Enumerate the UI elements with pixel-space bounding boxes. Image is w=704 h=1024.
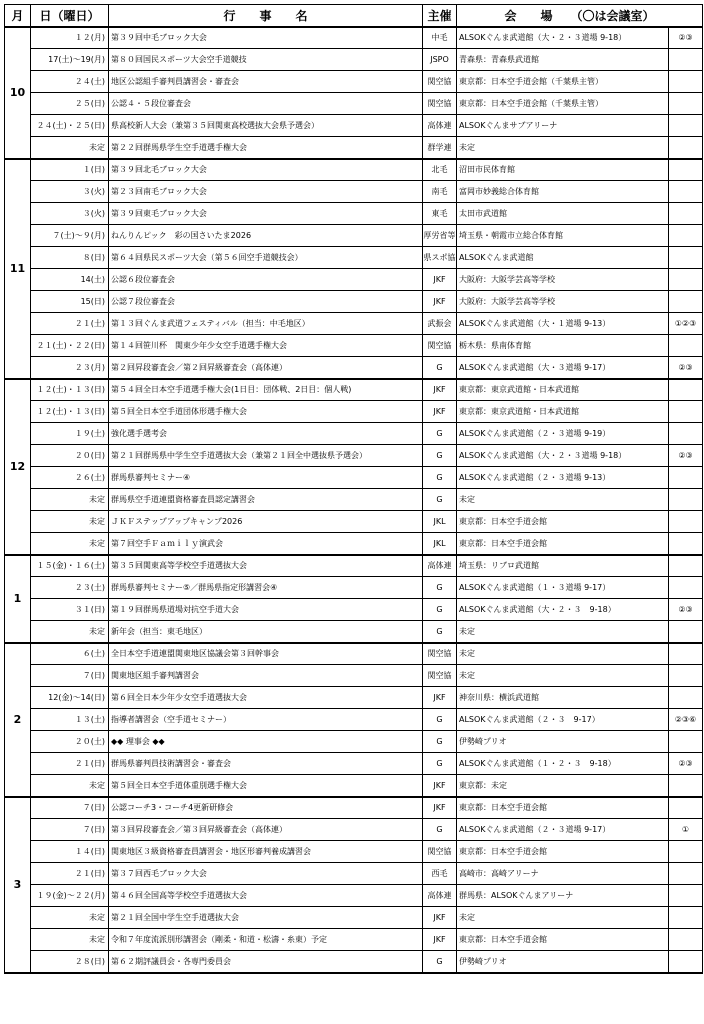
date-cell: ２８(日)	[31, 951, 109, 973]
room-cell: ②③	[669, 445, 703, 467]
table-row	[5, 203, 703, 225]
room-cell	[669, 863, 703, 885]
event-cell: 指導者講習会（空手道セミナー）	[109, 709, 423, 731]
venue-cell: 栃木県：県南体育館	[457, 335, 669, 357]
month-cell: 12	[5, 379, 31, 555]
table-row	[5, 599, 703, 621]
table-row	[5, 819, 703, 841]
venue-cell: 高崎市：高崎アリーナ	[457, 863, 669, 885]
organizer-cell: JKF	[423, 269, 457, 291]
schedule-body	[5, 27, 703, 973]
table-row	[5, 423, 703, 445]
table-row	[5, 379, 703, 401]
organizer-cell: 関空協	[423, 71, 457, 93]
table-row	[5, 863, 703, 885]
table-row	[5, 115, 703, 137]
room-cell	[669, 621, 703, 643]
event-cell: 第３９回東毛ブロック大会	[109, 203, 423, 225]
room-cell	[669, 577, 703, 599]
organizer-cell: 関空協	[423, 93, 457, 115]
venue-cell: 東京都：日本空手道会館	[457, 797, 669, 819]
room-cell	[669, 401, 703, 423]
date-cell: ２３(土)	[31, 577, 109, 599]
date-cell: ２１(土)	[31, 313, 109, 335]
date-cell: １３(土)	[31, 709, 109, 731]
table-row	[5, 269, 703, 291]
event-cell: 第６２期評議員会・各専門委員会	[109, 951, 423, 973]
room-cell	[669, 247, 703, 269]
event-cell: 公認６段位審査会	[109, 269, 423, 291]
room-cell	[669, 93, 703, 115]
organizer-cell: 高体連	[423, 885, 457, 907]
header-month: 月	[5, 5, 31, 27]
event-cell: 令和７年度流派別形講習会（剛柔・和道・松濤・糸東）予定	[109, 929, 423, 951]
event-cell: 第２回昇段審査会／第２回昇級審査会（高体連）	[109, 357, 423, 379]
organizer-cell: JKF	[423, 401, 457, 423]
venue-cell: 東京都：日本空手道会館	[457, 511, 669, 533]
room-cell	[669, 951, 703, 973]
event-cell: 第１４回笹川杯 関東少年少女空手道選手権大会	[109, 335, 423, 357]
date-cell: ３１(日)	[31, 599, 109, 621]
date-cell: ８(日)	[31, 247, 109, 269]
table-row	[5, 907, 703, 929]
table-row	[5, 181, 703, 203]
table-row	[5, 577, 703, 599]
venue-cell: 群馬県：ALSOKぐんまアリーナ	[457, 885, 669, 907]
month-cell: 2	[5, 643, 31, 797]
date-cell: 17(土)～19(月)	[31, 49, 109, 71]
organizer-cell: JKF	[423, 907, 457, 929]
room-cell	[669, 291, 703, 313]
organizer-cell: 関空協	[423, 841, 457, 863]
event-cell: 第４６回全国高等学校空手道選抜大会	[109, 885, 423, 907]
header-date: 日（曜日）	[31, 5, 109, 27]
organizer-cell: 武振会	[423, 313, 457, 335]
venue-cell: ALSOKぐんま武道館（大・２・３道場 9-18）	[457, 445, 669, 467]
date-cell: １９(土)	[31, 423, 109, 445]
event-cell: 公認コーチ3・コーチ4更新研修会	[109, 797, 423, 819]
organizer-cell: 関空協	[423, 665, 457, 687]
event-cell: 第１９回群馬県道場対抗空手道大会	[109, 599, 423, 621]
date-cell: 12(金)～14(日)	[31, 687, 109, 709]
room-cell	[669, 643, 703, 665]
date-cell: 未定	[31, 137, 109, 159]
room-cell	[669, 423, 703, 445]
venue-cell: 伊勢崎プリオ	[457, 951, 669, 973]
date-cell: 未定	[31, 489, 109, 511]
venue-cell: 東京都：日本空手道会館	[457, 533, 669, 555]
date-cell: １(日)	[31, 159, 109, 181]
date-cell: 15(日)	[31, 291, 109, 313]
organizer-cell: G	[423, 753, 457, 775]
organizer-cell: 関空協	[423, 643, 457, 665]
date-cell: 未定	[31, 775, 109, 797]
event-cell: 県高校新人大会（兼第３５回関東高校選抜大会県予選会）	[109, 115, 423, 137]
table-row	[5, 137, 703, 159]
room-cell	[669, 885, 703, 907]
organizer-cell: G	[423, 709, 457, 731]
table-row	[5, 951, 703, 973]
date-cell: ２１(日)	[31, 753, 109, 775]
date-cell: １２(月)	[31, 27, 109, 49]
table-row	[5, 929, 703, 951]
venue-cell: 太田市武道館	[457, 203, 669, 225]
organizer-cell: JKF	[423, 775, 457, 797]
header-venue: 会 場 （〇は会議室）	[457, 5, 703, 27]
venue-cell: 未定	[457, 137, 669, 159]
event-cell: 第５４回全日本空手道選手権大会(1日目：団体戦、2日目：個人戦)	[109, 379, 423, 401]
table-row	[5, 71, 703, 93]
venue-cell: 大阪府：大阪学芸高等学校	[457, 291, 669, 313]
date-cell: ６(土)	[31, 643, 109, 665]
room-cell: ①	[669, 819, 703, 841]
date-cell: 未定	[31, 929, 109, 951]
table-row	[5, 401, 703, 423]
date-cell: ２４(土)・２５(日)	[31, 115, 109, 137]
room-cell: ②③	[669, 27, 703, 49]
table-row	[5, 159, 703, 181]
room-cell	[669, 687, 703, 709]
date-cell: １５(金)・１６(土)	[31, 555, 109, 577]
date-cell: ３(火)	[31, 203, 109, 225]
event-cell: 第３回昇段審査会／第３回昇級審査会（高体連）	[109, 819, 423, 841]
table-row	[5, 643, 703, 665]
venue-cell: 未定	[457, 621, 669, 643]
date-cell: ７(日)	[31, 665, 109, 687]
organizer-cell: JKL	[423, 533, 457, 555]
organizer-cell: JKF	[423, 797, 457, 819]
venue-cell: ALSOKぐんま武道館（１・３道場 9-17）	[457, 577, 669, 599]
date-cell: ２６(土)	[31, 467, 109, 489]
venue-cell: 青森県：青森県武道館	[457, 49, 669, 71]
venue-cell: 東京都：日本空手道会館（千葉県主管）	[457, 71, 669, 93]
organizer-cell: G	[423, 731, 457, 753]
event-cell: 第５回全日本空手道団体形選手権大会	[109, 401, 423, 423]
room-cell	[669, 115, 703, 137]
date-cell: ２０(土)	[31, 731, 109, 753]
table-row	[5, 225, 703, 247]
date-cell: 未定	[31, 511, 109, 533]
table-row	[5, 885, 703, 907]
date-cell: ２５(日)	[31, 93, 109, 115]
event-cell: 第８０回国民スポーツ大会空手道競技	[109, 49, 423, 71]
venue-cell: 富岡市妙義総合体育館	[457, 181, 669, 203]
organizer-cell: 北毛	[423, 159, 457, 181]
table-row	[5, 621, 703, 643]
event-cell: 全日本空手道連盟関東地区協議会第３回幹事会	[109, 643, 423, 665]
organizer-cell: JKF	[423, 379, 457, 401]
organizer-cell: G	[423, 621, 457, 643]
date-cell: １２(土)・１３(日)	[31, 401, 109, 423]
table-row	[5, 731, 703, 753]
venue-cell: 東京都：東京武道館・日本武道館	[457, 379, 669, 401]
organizer-cell: G	[423, 489, 457, 511]
venue-cell: ALSOKぐんま武道館（１・２・３ 9-18）	[457, 753, 669, 775]
venue-cell: 埼玉県：リブロ武道館	[457, 555, 669, 577]
venue-cell: 沼田市民体育館	[457, 159, 669, 181]
room-cell: ②③	[669, 599, 703, 621]
room-cell	[669, 797, 703, 819]
room-cell	[669, 533, 703, 555]
venue-cell: 神奈川県：横浜武道館	[457, 687, 669, 709]
event-cell: 関東地区組手審判講習会	[109, 665, 423, 687]
event-cell: 公認４・５段位審査会	[109, 93, 423, 115]
event-cell: 第５回全日本空手道体重別選手権大会	[109, 775, 423, 797]
organizer-cell: 西毛	[423, 863, 457, 885]
date-cell: ２１(日)	[31, 863, 109, 885]
organizer-cell: G	[423, 423, 457, 445]
header-event: 行 事 名	[109, 5, 423, 27]
date-cell: ２１(土)・２２(日)	[31, 335, 109, 357]
room-cell	[669, 555, 703, 577]
venue-cell: 未定	[457, 489, 669, 511]
schedule-table	[4, 4, 703, 974]
event-cell: 新年会（担当：東毛地区）	[109, 621, 423, 643]
venue-cell: 東京都：未定	[457, 775, 669, 797]
table-row	[5, 93, 703, 115]
room-cell	[669, 181, 703, 203]
venue-cell: ALSOKぐんま武道館（２・３道場 9-19）	[457, 423, 669, 445]
room-cell	[669, 929, 703, 951]
venue-cell: 未定	[457, 665, 669, 687]
organizer-cell: G	[423, 357, 457, 379]
venue-cell: ALSOKぐんま武道館（大・２・３道場 9-18）	[457, 27, 669, 49]
event-cell: 群馬県空手道連盟資格審査員認定講習会	[109, 489, 423, 511]
venue-cell: ALSOKぐんま武道館（大・１道場 9-13）	[457, 313, 669, 335]
table-row	[5, 445, 703, 467]
venue-cell: ALSOKぐんまサブアリーナ	[457, 115, 669, 137]
room-cell: ①②③	[669, 313, 703, 335]
room-cell	[669, 203, 703, 225]
room-cell	[669, 137, 703, 159]
header-organizer: 主催	[423, 5, 457, 27]
table-row	[5, 533, 703, 555]
organizer-cell: G	[423, 951, 457, 973]
table-row	[5, 467, 703, 489]
venue-cell: 伊勢崎プリオ	[457, 731, 669, 753]
venue-cell: ALSOKぐんま武道館（２・３道場 9-13）	[457, 467, 669, 489]
date-cell: ３(火)	[31, 181, 109, 203]
venue-cell: ALSOKぐんま武道館	[457, 247, 669, 269]
room-cell	[669, 511, 703, 533]
date-cell: 未定	[31, 533, 109, 555]
organizer-cell: 群学連	[423, 137, 457, 159]
table-row	[5, 49, 703, 71]
table-row	[5, 27, 703, 49]
table-row	[5, 797, 703, 819]
date-cell: ７(日)	[31, 819, 109, 841]
table-row	[5, 555, 703, 577]
table-row	[5, 313, 703, 335]
venue-cell: ALSOKぐんま武道館（２・３ 9-17）	[457, 709, 669, 731]
month-cell: 10	[5, 27, 31, 159]
event-cell: 公認７段位審査会	[109, 291, 423, 313]
room-cell	[669, 159, 703, 181]
month-cell: 3	[5, 797, 31, 973]
venue-cell: 東京都：日本空手道会館	[457, 841, 669, 863]
table-row	[5, 687, 703, 709]
event-cell: 第３５回関東高等学校空手道選抜大会	[109, 555, 423, 577]
date-cell: １２(土)・１３(日)	[31, 379, 109, 401]
event-cell: 強化選手選考会	[109, 423, 423, 445]
venue-cell: 東京都：東京武道館・日本武道館	[457, 401, 669, 423]
organizer-cell: JKF	[423, 687, 457, 709]
organizer-cell: 関空協	[423, 335, 457, 357]
room-cell	[669, 907, 703, 929]
event-cell: ねんりんピック 彩の国さいたま2026	[109, 225, 423, 247]
event-cell: 地区公認組手審判員講習会・審査会	[109, 71, 423, 93]
event-cell: 第１３回ぐんま武道フェスティバル（担当：中毛地区）	[109, 313, 423, 335]
venue-cell: 埼玉県・朝霞市立総合体育館	[457, 225, 669, 247]
event-cell: 第２１回群馬県中学生空手道選抜大会（兼第２１回全中選抜県予選会）	[109, 445, 423, 467]
event-cell: 群馬県審判セミナー④	[109, 467, 423, 489]
date-cell: ７(土)～９(月)	[31, 225, 109, 247]
venue-cell: 未定	[457, 907, 669, 929]
organizer-cell: 東毛	[423, 203, 457, 225]
month-cell: 11	[5, 159, 31, 379]
event-cell: 群馬県審判セミナー⑤／群馬県指定形講習会④	[109, 577, 423, 599]
table-row	[5, 247, 703, 269]
table-row	[5, 775, 703, 797]
organizer-cell: 南毛	[423, 181, 457, 203]
room-cell	[669, 225, 703, 247]
room-cell: ②③	[669, 753, 703, 775]
room-cell: ②③⑥	[669, 709, 703, 731]
venue-cell: ALSOKぐんま武道館（大・３道場 9-17）	[457, 357, 669, 379]
room-cell	[669, 269, 703, 291]
table-row	[5, 665, 703, 687]
room-cell	[669, 489, 703, 511]
date-cell: ７(日)	[31, 797, 109, 819]
date-cell: ２４(土)	[31, 71, 109, 93]
event-cell: 第２２回群馬県学生空手道選手権大会	[109, 137, 423, 159]
event-cell: 関東地区３級資格審査員講習会・地区形審判養成講習会	[109, 841, 423, 863]
table-row	[5, 489, 703, 511]
room-cell	[669, 467, 703, 489]
organizer-cell: G	[423, 819, 457, 841]
venue-cell: ALSOKぐんま武道館（２・３道場 9-17）	[457, 819, 669, 841]
room-cell	[669, 49, 703, 71]
table-row	[5, 511, 703, 533]
room-cell	[669, 731, 703, 753]
date-cell: １４(日)	[31, 841, 109, 863]
organizer-cell: G	[423, 467, 457, 489]
date-cell: 未定	[31, 907, 109, 929]
organizer-cell: 高体連	[423, 115, 457, 137]
event-cell: 第３９回北毛ブロック大会	[109, 159, 423, 181]
organizer-cell: 厚労省等	[423, 225, 457, 247]
organizer-cell: 中毛	[423, 27, 457, 49]
organizer-cell: 高体連	[423, 555, 457, 577]
event-cell: 第３９回中毛ブロック大会	[109, 27, 423, 49]
table-row	[5, 709, 703, 731]
organizer-cell: G	[423, 577, 457, 599]
venue-cell: 未定	[457, 643, 669, 665]
event-cell: ◆◆ 理事会 ◆◆	[109, 731, 423, 753]
organizer-cell: G	[423, 599, 457, 621]
event-cell: 第６回全日本少年少女空手道選抜大会	[109, 687, 423, 709]
header-row	[5, 5, 703, 27]
date-cell: ２３(月)	[31, 357, 109, 379]
event-cell: 群馬県審判員技術講習会・審査会	[109, 753, 423, 775]
event-cell: 第３７回西毛ブロック大会	[109, 863, 423, 885]
room-cell	[669, 775, 703, 797]
table-row	[5, 335, 703, 357]
date-cell: ２０(日)	[31, 445, 109, 467]
room-cell	[669, 71, 703, 93]
date-cell: １９(金)～２２(月)	[31, 885, 109, 907]
table-row	[5, 753, 703, 775]
venue-cell: 大阪府：大阪学芸高等学校	[457, 269, 669, 291]
room-cell	[669, 841, 703, 863]
date-cell: 14(土)	[31, 269, 109, 291]
organizer-cell: JKF	[423, 291, 457, 313]
event-cell: 第２３回南毛ブロック大会	[109, 181, 423, 203]
organizer-cell: JSPO	[423, 49, 457, 71]
organizer-cell: 県スポ協	[423, 247, 457, 269]
room-cell	[669, 665, 703, 687]
room-cell: ②③	[669, 357, 703, 379]
venue-cell: ALSOKぐんま武道館（大・２・３ 9-18）	[457, 599, 669, 621]
table-row	[5, 291, 703, 313]
table-row	[5, 357, 703, 379]
event-cell: ＪＫＦステップアップキャンプ2026	[109, 511, 423, 533]
organizer-cell: G	[423, 445, 457, 467]
organizer-cell: JKL	[423, 511, 457, 533]
venue-cell: 東京都：日本空手道会館	[457, 929, 669, 951]
month-cell: 1	[5, 555, 31, 643]
room-cell	[669, 379, 703, 401]
table-row	[5, 841, 703, 863]
event-cell: 第７回空手Ｆａｍｉｌｙ演武会	[109, 533, 423, 555]
date-cell: 未定	[31, 621, 109, 643]
organizer-cell: JKF	[423, 929, 457, 951]
venue-cell: 東京都：日本空手道会館（千葉県主管）	[457, 93, 669, 115]
room-cell	[669, 335, 703, 357]
event-cell: 第６４回県民スポーツ大会（第５６回空手道競技会）	[109, 247, 423, 269]
event-cell: 第２１回全国中学生空手道選抜大会	[109, 907, 423, 929]
